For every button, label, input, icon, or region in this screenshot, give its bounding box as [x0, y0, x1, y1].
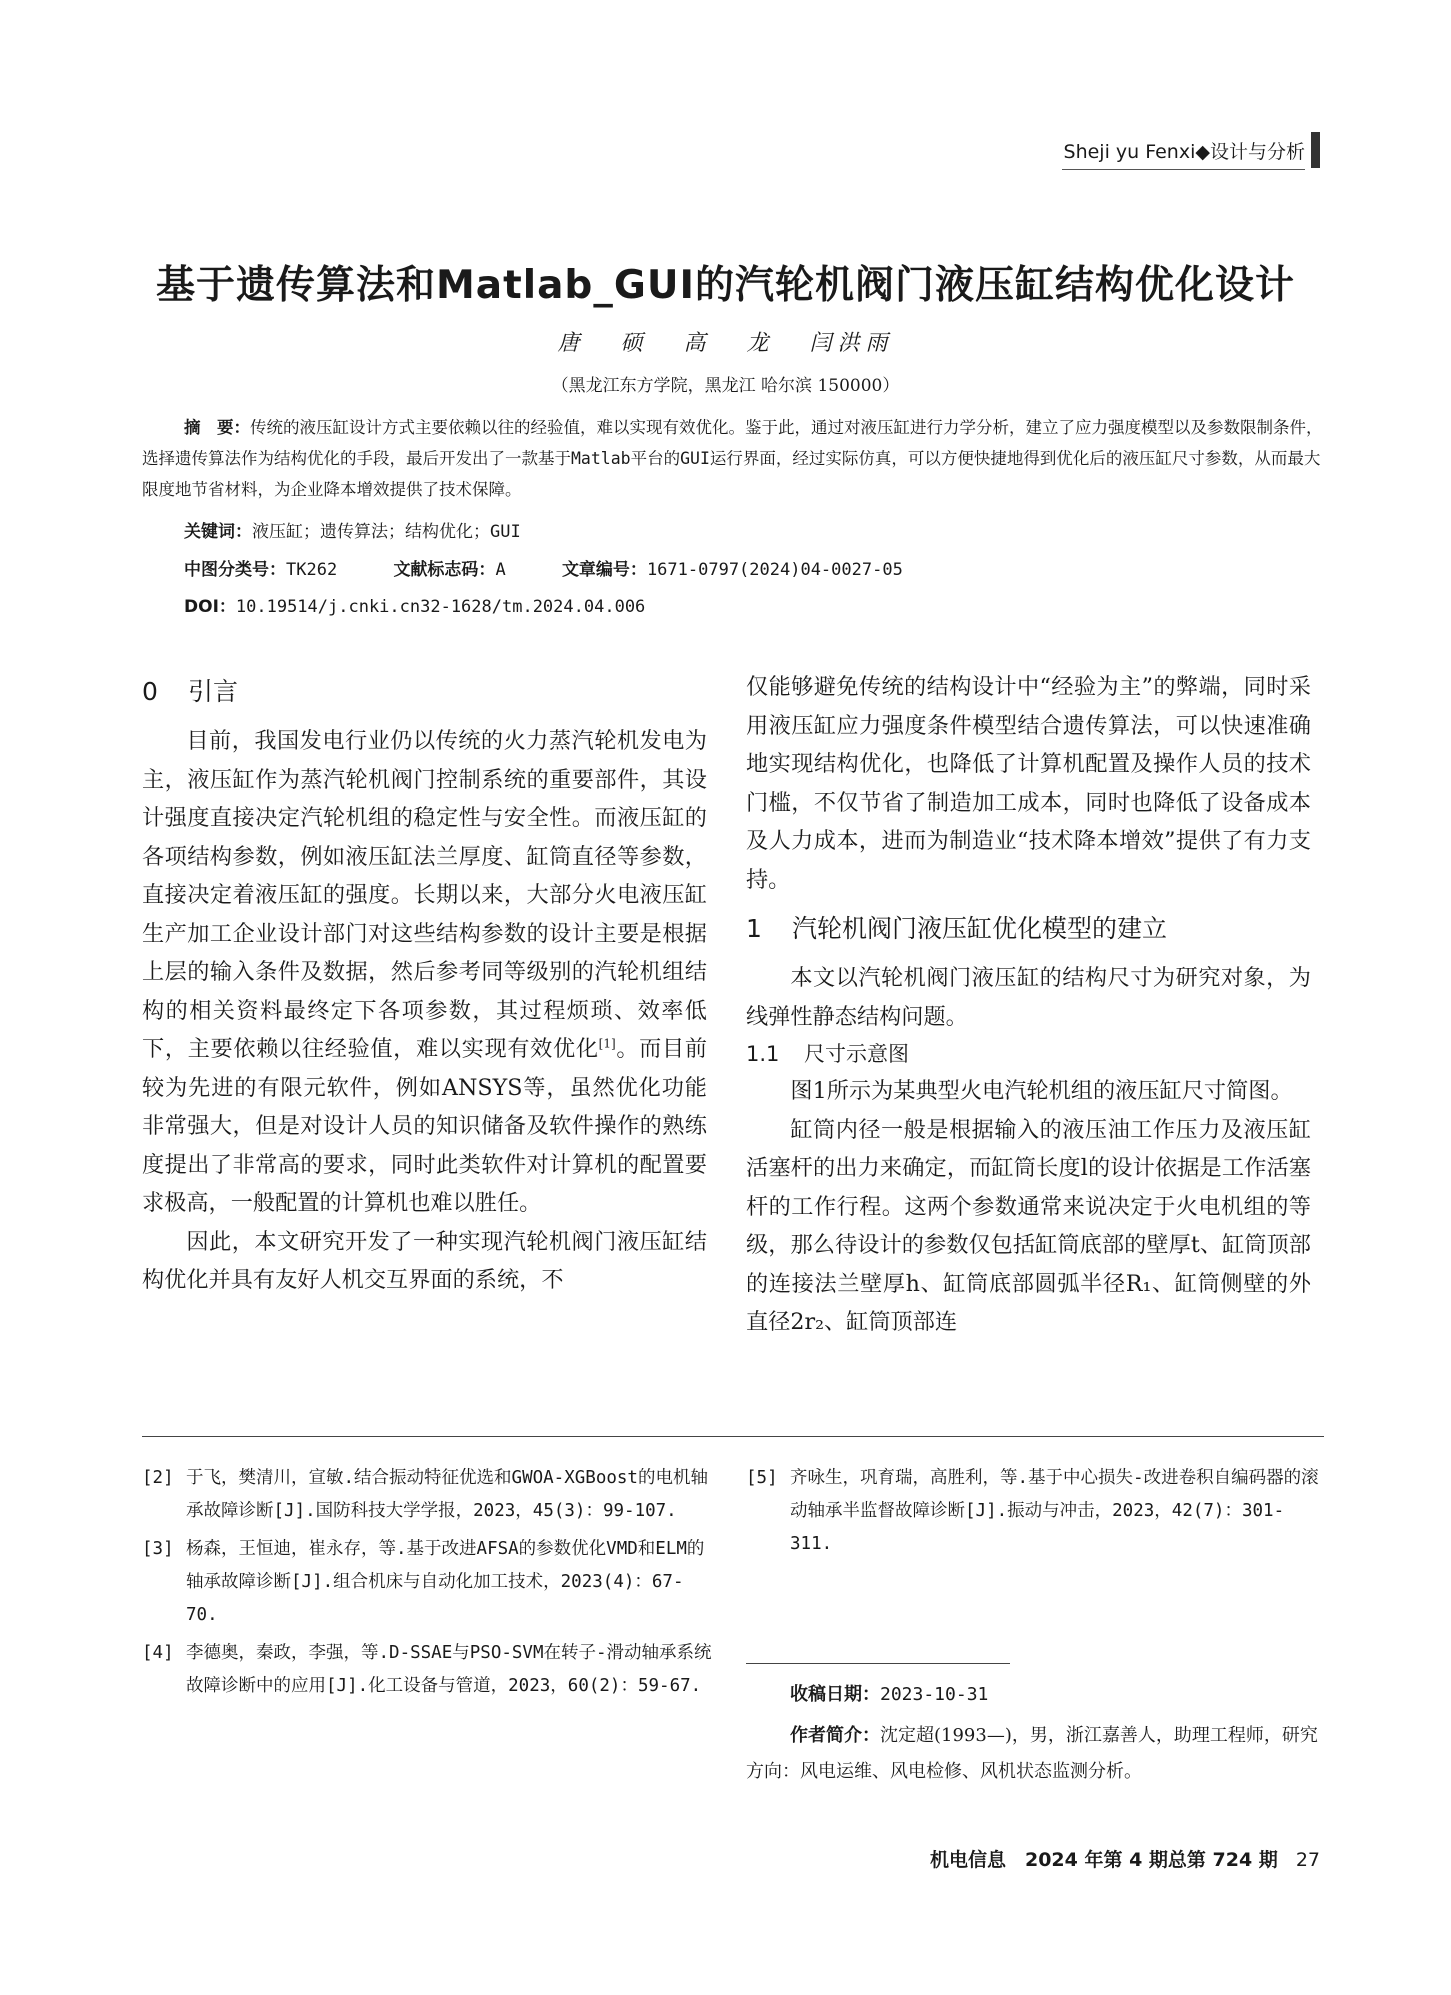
clc-value: TK262 — [286, 560, 338, 580]
reference-number: [2] — [142, 1468, 174, 1488]
received-value: 2023-10-31 — [880, 1684, 989, 1705]
keywords — [184, 517, 521, 542]
received-date — [790, 1680, 988, 1706]
reference-text: 于飞，樊清川，宣敏.结合振动特征优选和GWOA-XGBoost的电机轴承故障诊断[J].国防科技大学学报，2023，45(3)：99-107. — [186, 1468, 708, 1521]
reference-number: [3] — [142, 1539, 174, 1559]
doc-code-label: 文献标志码： — [393, 560, 496, 580]
body-paragraph: 因此，本文研究开发了一种实现汽轮机阀门液压缸结构优化并具有友好人机交互界面的系统，不 — [142, 1228, 707, 1293]
body-paragraph: 本文以汽轮机阀门液压缸的结构尺寸为研究对象，为线弹性静态结构问题。 — [746, 965, 1311, 1030]
body-column-right — [746, 668, 1311, 1342]
paper-authors: 唐 硕 高 龙 闫洪雨 — [557, 331, 894, 356]
reference-item — [142, 1533, 712, 1632]
footnote-divider — [142, 1436, 1324, 1437]
body-paragraph — [142, 722, 707, 1223]
reference-text: 齐咏生，巩育瑞，高胜利，等.基于中心损失-改进卷积自编码器的滚动轴承半监督故障诊断[J].振动与冲击，2023，42(7)：301-311. — [790, 1468, 1319, 1554]
reference-text: 杨森，王恒迪，崔永存，等.基于改进AFSA的参数优化VMD和ELM的轴承故障诊断[J].组合机床与自动化加工技术，2023(4)：67-70. — [186, 1539, 705, 1625]
clc-label: 中图分类号： — [184, 560, 286, 580]
journal-section-label: Sheji yu Fenxi◆设计与分析 — [1063, 140, 1305, 163]
reference-item — [142, 1462, 712, 1528]
reference-item — [142, 1637, 712, 1703]
reference-list-left — [142, 1462, 712, 1708]
keywords-text: 液压缸；遗传算法；结构优化；GUI — [252, 522, 521, 542]
footer-journal-info: 机电信息 2024 年第 4 期总第 724 期 — [929, 1849, 1278, 1871]
section-heading-1 — [746, 909, 1311, 949]
abstract-label: 摘 要： — [184, 418, 250, 437]
page-footer — [930, 1845, 1320, 1872]
body-column-left — [142, 668, 707, 1300]
header-underline — [1062, 169, 1305, 170]
keywords-label: 关键词： — [184, 522, 252, 542]
author-bio-label: 作者简介： — [790, 1725, 880, 1746]
subsection-number: 1.1 — [746, 1042, 780, 1066]
subsection-heading-1-1 — [746, 1036, 1311, 1072]
abstract-text: 传统的液压缸设计方式主要依赖以往的经验值，难以实现有效优化。鉴于此，通过对液压缸进行力学分析，建立了应力强度模型以及参数限制条件，选择遗传算法作为结构优化的手段，最后开发出了一款基于Matlab平台的GUI运行界面，经过实际仿真，可以方便快捷地得到优化后的液压缸尺寸参数，从而最大限度地节省材料，为企业降本增效提供了技术保障。 — [142, 418, 1323, 499]
doi-line — [184, 592, 645, 617]
paper-title: 基于遗传算法和Matlab_GUI的汽轮机阀门液压缸结构优化设计 — [155, 263, 1296, 308]
section-title: 引言 — [188, 677, 239, 706]
reference-number: [4] — [142, 1643, 174, 1663]
doi-value: 10.19514/j.cnki.cn32-1628/tm.2024.04.006 — [235, 597, 646, 617]
article-number-value: 1671-0797(2024)04-0027-05 — [646, 560, 903, 580]
footnote-rule — [746, 1663, 1010, 1664]
classification-line — [184, 555, 949, 580]
section-number: 1 — [746, 914, 762, 943]
body-paragraph: 缸筒内径一般是根据输入的液压油工作压力及液压缸活塞杆的出力来确定，而缸筒长度l的设计依据是工作活塞杆的工作行程。这两个参数通常来说决定于火电机组的等级，那么待设计的参数仅包括缸筒底部的壁厚t、缸筒顶部的连接法兰壁厚h、缸筒底部圆弧半径R₁、缸筒侧壁的外直径2r₂、缸筒顶部连 — [746, 1116, 1311, 1335]
subsection-title: 尺寸示意图 — [804, 1042, 909, 1066]
author-bio — [746, 1718, 1324, 1790]
citation-ref[interactable]: [1] — [598, 1036, 616, 1051]
section-title: 汽轮机阀门液压缸优化模型的建立 — [792, 914, 1168, 943]
reference-item — [746, 1462, 1324, 1561]
author-bio-text: 沈定超(1993—)，男，浙江嘉善人，助理工程师，研究方向：风电运维、风电检修、风机状态监测分析。 — [746, 1725, 1318, 1782]
received-label: 收稿日期： — [790, 1684, 880, 1705]
doi-label: DOI： — [184, 597, 236, 617]
paragraph-text: 目前，我国发电行业仍以传统的火力蒸汽轮机发电为主，液压缸作为蒸汽轮机阀门控制系统的重要部件，其设计强度直接决定汽轮机组的稳定性与安全性。而液压缸的各项结构参数，例如液压缸法兰厚度、缸筒直径等参数，直接决定着液压缸的强度。长期以来，大部分火电液压缸生产加工企业设计部门对这些结构参数的设计主要是根据上层的输入条件及数据，然后参考同等级别的汽轮机组结构的相关资料最终定下各项参数，其过程烦琐、效率低下，主要依赖以往经验值，难以实现有效优化 — [142, 728, 707, 1062]
abstract — [142, 412, 1324, 505]
reference-list-right — [746, 1462, 1324, 1566]
author-affiliation: （黑龙江东方学院，黑龙江 哈尔滨 150000） — [551, 376, 900, 396]
section-marker-bar — [1311, 132, 1320, 168]
body-paragraph: 仅能够避免传统的结构设计中“经验为主”的弊端，同时采用液压缸应力强度条件模型结合遗传算法，可以快速准确地实现结构优化，也降低了计算机配置及操作人员的技术门槛，不仅节省了制造加工成本，同时也降低了设备成本及人力成本，进而为制造业“技术降本增效”提供了有力支持。 — [746, 674, 1311, 893]
section-heading-0 — [142, 672, 707, 712]
section-number: 0 — [142, 677, 158, 706]
doc-code-value: A — [495, 560, 506, 580]
reference-text: 李德奥，秦政，李强，等.D-SSAE与PSO-SVM在转子-滑动轴承系统故障诊断中的应用[J].化工设备与管道，2023，60(2)：59-67. — [186, 1643, 712, 1696]
page-number: 27 — [1295, 1849, 1320, 1871]
body-paragraph: 图1所示为某典型火电汽轮机组的液压缸尺寸简图。 — [790, 1078, 1293, 1104]
reference-number: [5] — [746, 1468, 778, 1488]
journal-section-tag — [1064, 132, 1320, 168]
article-number-label: 文章编号： — [561, 560, 647, 580]
paragraph-text: 。而目前较为先进的有限元软件，例如ANSYS等，虽然优化功能非常强大，但是对设计人员的知识储备及软件操作的熟练度提出了非常高的要求，同时此类软件对计算机的配置要求极高，一般配置的计算机也难以胜任。 — [142, 1036, 708, 1216]
